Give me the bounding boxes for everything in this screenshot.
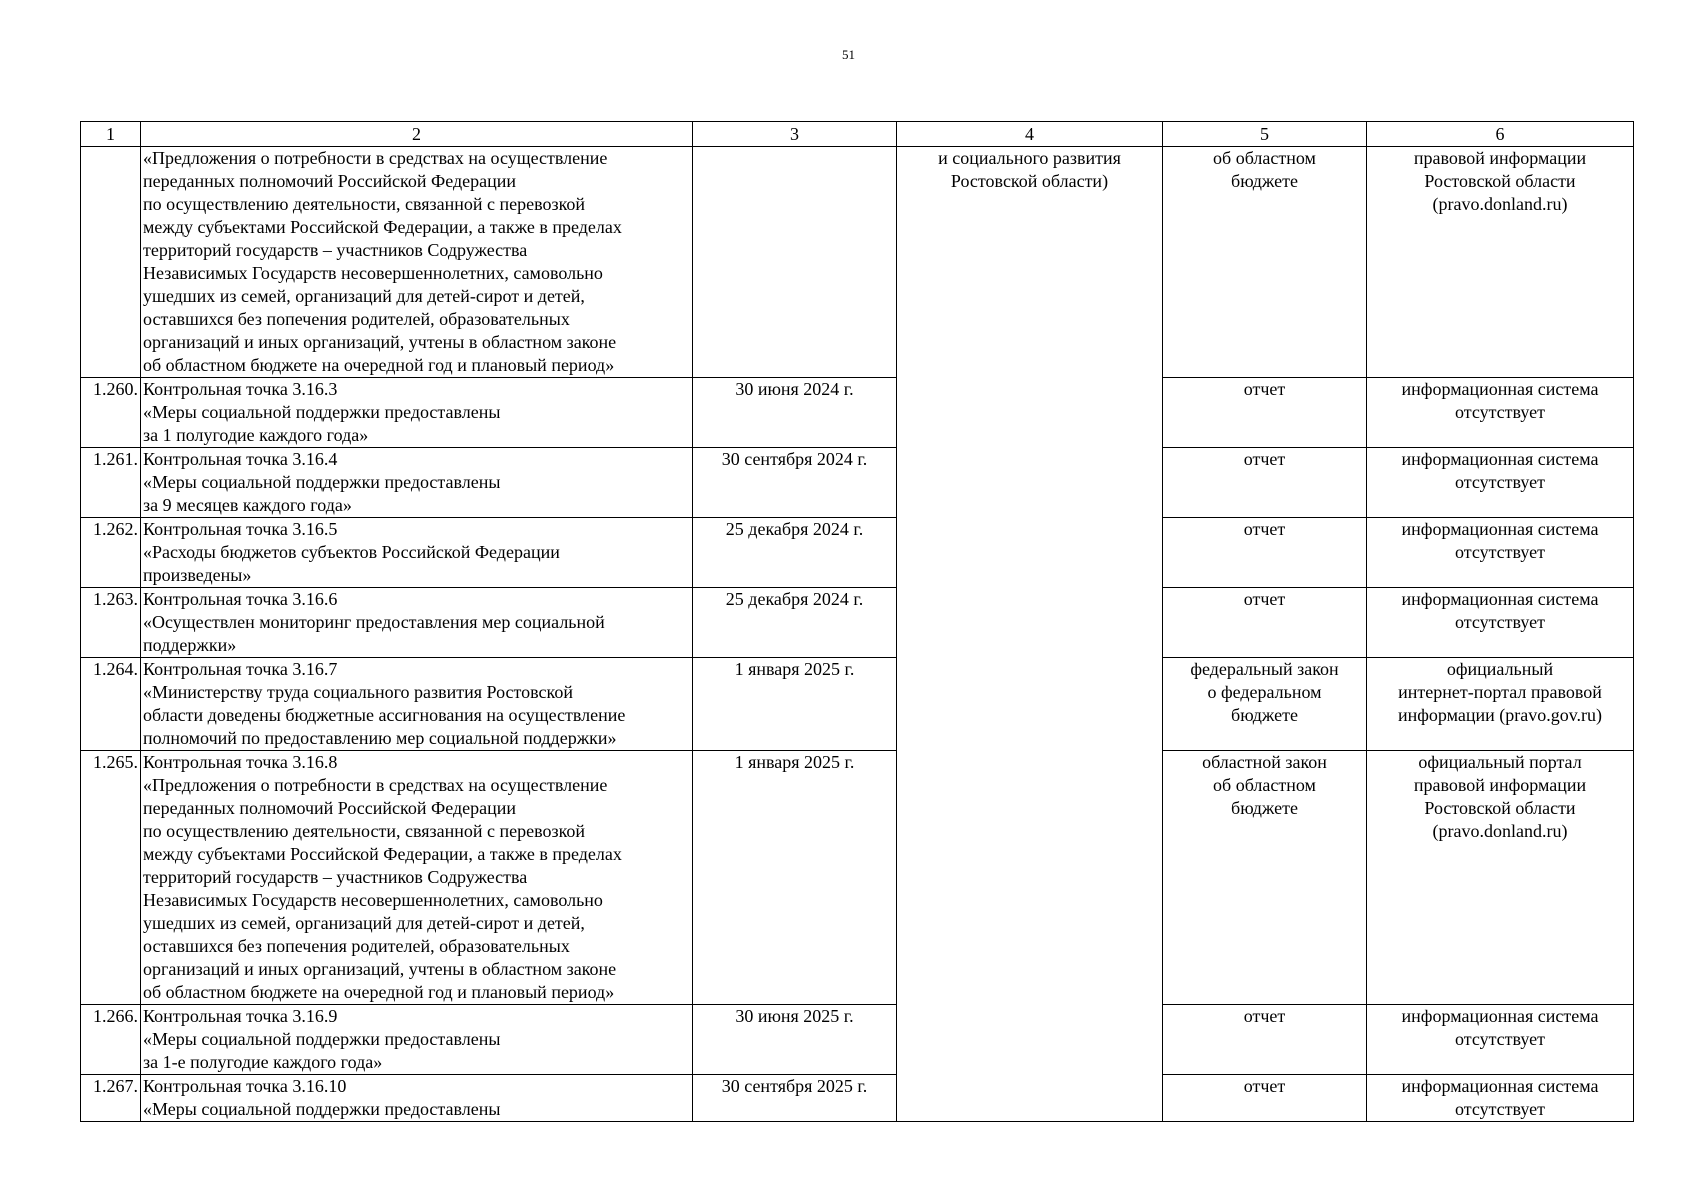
responsible-line: и социального развития: [938, 148, 1121, 168]
table-row: [81, 1075, 1634, 1122]
document-line: отчет: [1243, 379, 1286, 399]
document-line: отчет: [1243, 449, 1286, 469]
date-line: 1 января 2025 г.: [734, 659, 855, 679]
description-line: об областном бюджете на очередной год и плановый период»: [143, 355, 615, 375]
description-line: организаций и иных организаций, учтены в областном законе: [143, 332, 617, 352]
info-line: Ростовской области: [1424, 171, 1576, 191]
responsible-executor: [897, 147, 1163, 1122]
header-col-5: 5: [1163, 122, 1367, 147]
description-line: Контрольная точка 3.16.3: [143, 379, 338, 399]
deadline-date: [693, 448, 897, 518]
row-number: 1.263.: [81, 588, 141, 658]
description-line: «Министерству труда социального развития Ростовской: [143, 682, 573, 702]
info-line: интернет-портал правовой: [1398, 682, 1602, 702]
control-point-description: [141, 751, 693, 1005]
deadline-date: [693, 658, 897, 751]
description-line: ушедших из семей, организаций для детей-сирот и детей,: [143, 913, 585, 933]
description-line: территорий государств – участников Содружества: [143, 240, 528, 260]
document-line: бюджете: [1231, 705, 1298, 725]
header-col-4: 4: [897, 122, 1163, 147]
deadline-date: [693, 147, 897, 378]
row-number: 1.264.: [81, 658, 141, 751]
description-line: Контрольная точка 3.16.7: [143, 659, 338, 679]
description-line: поддержки»: [143, 635, 237, 655]
information-system: [1367, 378, 1634, 448]
description-line: «Предложения о потребности в средствах на осуществление: [143, 148, 608, 168]
header-col-3: 3: [693, 122, 897, 147]
table-row: [81, 518, 1634, 588]
page-number: 51: [842, 47, 855, 62]
description-line: за 9 месяцев каждого года»: [143, 495, 352, 515]
row-number: 1.267.: [81, 1075, 141, 1122]
description-line: об областном бюджете на очередной год и плановый период»: [143, 982, 615, 1002]
info-line: отсутствует: [1454, 1099, 1546, 1119]
header-col-2: 2: [141, 122, 693, 147]
deadline-date: [693, 518, 897, 588]
information-system: [1367, 147, 1634, 378]
description-line: переданных полномочий Российской Федерации: [143, 798, 517, 818]
date-line: 25 декабря 2024 г.: [725, 519, 864, 539]
info-line: информации (pravo.gov.ru): [1397, 705, 1603, 725]
information-system: [1367, 751, 1634, 1005]
row-number: 1.262.: [81, 518, 141, 588]
information-system: [1367, 588, 1634, 658]
table-row: [81, 448, 1634, 518]
control-point-description: [141, 147, 693, 378]
document-line: областной закон: [1202, 752, 1327, 772]
table-row: [81, 147, 1634, 378]
info-line: информационная система: [1401, 1076, 1599, 1096]
document-line: бюджете: [1231, 171, 1298, 191]
control-point-description: [141, 448, 693, 518]
info-line: правовой информации: [1413, 148, 1587, 168]
description-line: переданных полномочий Российской Федерации: [143, 171, 517, 191]
description-line: оставшихся без попечения родителей, образовательных: [143, 936, 570, 956]
description-line: Независимых Государств несовершеннолетних, самовольно: [143, 263, 603, 283]
responsible-line: Ростовской области): [950, 171, 1109, 191]
row-number: 1.266.: [81, 1005, 141, 1075]
row-number: 1.260.: [81, 378, 141, 448]
document-type: [1163, 518, 1367, 588]
date-line: 25 декабря 2024 г.: [725, 589, 864, 609]
information-system: [1367, 1075, 1634, 1122]
document-line: отчет: [1243, 589, 1286, 609]
info-line: (pravo.donland.ru): [1432, 194, 1568, 214]
description-line: «Меры социальной поддержки предоставлены: [143, 1029, 501, 1049]
info-line: (pravo.donland.ru): [1432, 821, 1568, 841]
info-line: Ростовской области: [1424, 798, 1576, 818]
control-point-description: [141, 1075, 693, 1122]
document-line: отчет: [1243, 1006, 1286, 1026]
description-line: Контрольная точка 3.16.5: [143, 519, 338, 539]
document-type: [1163, 378, 1367, 448]
information-system: [1367, 448, 1634, 518]
document-type: [1163, 1005, 1367, 1075]
control-points-table: [80, 121, 1634, 1122]
date-line: 30 июня 2025 г.: [735, 1006, 854, 1026]
date-line: 30 сентября 2024 г.: [721, 449, 868, 469]
description-line: за 1-е полугодие каждого года»: [143, 1052, 383, 1072]
control-point-description: [141, 658, 693, 751]
information-system: [1367, 1005, 1634, 1075]
description-line: Контрольная точка 3.16.8: [143, 752, 338, 772]
date-line: 30 сентября 2025 г.: [721, 1076, 868, 1096]
deadline-date: [693, 751, 897, 1005]
table-row: [81, 588, 1634, 658]
info-line: отсутствует: [1454, 612, 1546, 632]
deadline-date: [693, 1075, 897, 1122]
description-line: «Меры социальной поддержки предоставлены: [143, 1099, 501, 1119]
info-line: отсутствует: [1454, 402, 1546, 422]
header-col-6: 6: [1367, 122, 1634, 147]
description-line: территорий государств – участников Содружества: [143, 867, 528, 887]
description-line: организаций и иных организаций, учтены в областном законе: [143, 959, 617, 979]
table-row: [81, 1005, 1634, 1075]
description-line: полномочий по предоставлению мер социальной поддержки»: [143, 728, 617, 748]
information-system: [1367, 658, 1634, 751]
document-line: об областном: [1213, 148, 1316, 168]
header-col-1: 1: [81, 122, 141, 147]
description-line: ушедших из семей, организаций для детей-сирот и детей,: [143, 286, 585, 306]
document-type: [1163, 147, 1367, 378]
description-line: Контрольная точка 3.16.4: [143, 449, 338, 469]
document-type: [1163, 1075, 1367, 1122]
document-line: бюджете: [1231, 798, 1298, 818]
row-number: 1.265.: [81, 751, 141, 1005]
control-point-description: [141, 1005, 693, 1075]
description-line: «Расходы бюджетов субъектов Российской Федерации: [143, 542, 560, 562]
table-row: [81, 751, 1634, 1005]
deadline-date: [693, 378, 897, 448]
description-line: «Осуществлен мониторинг предоставления мер социальной: [143, 612, 605, 632]
document-type: [1163, 751, 1367, 1005]
document-line: о федеральном: [1207, 682, 1322, 702]
document-line: отчет: [1243, 519, 1286, 539]
description-line: «Меры социальной поддержки предоставлены: [143, 472, 501, 492]
information-system: [1367, 518, 1634, 588]
description-line: по осуществлению деятельности, связанной с перевозкой: [143, 194, 586, 214]
description-line: Контрольная точка 3.16.6: [143, 589, 338, 609]
info-line: официальный портал: [1418, 752, 1582, 772]
document-line: отчет: [1243, 1076, 1286, 1096]
description-line: Контрольная точка 3.16.10: [143, 1076, 347, 1096]
row-number: [81, 147, 141, 378]
info-line: информационная система: [1401, 589, 1599, 609]
description-line: за 1 полугодие каждого года»: [143, 425, 369, 445]
description-line: области доведены бюджетные ассигнования на осуществление: [143, 705, 626, 725]
info-line: информационная система: [1401, 379, 1599, 399]
control-point-description: [141, 588, 693, 658]
description-line: «Предложения о потребности в средствах на осуществление: [143, 775, 608, 795]
info-line: информационная система: [1401, 449, 1599, 469]
table-header-row: [81, 122, 1634, 147]
document-type: [1163, 588, 1367, 658]
deadline-date: [693, 1005, 897, 1075]
document-type: [1163, 658, 1367, 751]
date-line: 1 января 2025 г.: [734, 752, 855, 772]
info-line: официальный: [1446, 659, 1554, 679]
control-point-description: [141, 518, 693, 588]
description-line: между субъектами Российской Федерации, а также в пределах: [143, 844, 622, 864]
table-row: [81, 658, 1634, 751]
control-point-description: [141, 378, 693, 448]
info-line: информационная система: [1401, 519, 1599, 539]
info-line: отсутствует: [1454, 1029, 1546, 1049]
description-line: между субъектами Российской Федерации, а также в пределах: [143, 217, 622, 237]
info-line: отсутствует: [1454, 472, 1546, 492]
info-line: информационная система: [1401, 1006, 1599, 1026]
description-line: Контрольная точка 3.16.9: [143, 1006, 338, 1026]
document-line: федеральный закон: [1190, 659, 1339, 679]
info-line: правовой информации: [1413, 775, 1587, 795]
description-line: оставшихся без попечения родителей, образовательных: [143, 309, 570, 329]
description-line: Независимых Государств несовершеннолетних, самовольно: [143, 890, 603, 910]
description-line: «Меры социальной поддержки предоставлены: [143, 402, 501, 422]
table-row: [81, 378, 1634, 448]
row-number: 1.261.: [81, 448, 141, 518]
document-line: об областном: [1213, 775, 1316, 795]
deadline-date: [693, 588, 897, 658]
description-line: произведены»: [143, 565, 252, 585]
date-line: 30 июня 2024 г.: [735, 379, 854, 399]
info-line: отсутствует: [1454, 542, 1546, 562]
document-type: [1163, 448, 1367, 518]
description-line: по осуществлению деятельности, связанной с перевозкой: [143, 821, 586, 841]
